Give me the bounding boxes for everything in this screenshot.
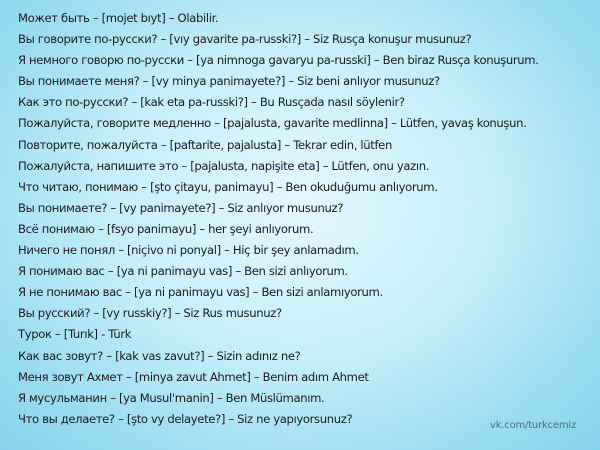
phrase-line: Меня зовут Ахмет – [minya zavut Ahmet] – Benim adım Ahmet [18, 369, 369, 384]
phrase-line: Вы понимаете? – [vy panimayete?] – Siz anlıyor musunuz? [18, 200, 344, 215]
phrase-line: Всё понимаю – [fsyo panimayu] – her şeyi anlıyorum. [18, 221, 314, 236]
phrase-line: Пожалуйста, говорите медленно – [pajalusta, gavarite medlinna] – Lütfen, yavaş konuşun. [18, 116, 527, 131]
phrase-line: Что вы делаете? – [şto vy delayete?] – Siz ne yapıyorsunuz? [18, 411, 353, 426]
phrase-line: Повторите, пожалуйста – [paftarite, pajalusta] – Tekrar edin, lütfen [18, 137, 392, 152]
phrase-line: Я не понимаю вас – [ya ni panimayu vas] – Ben sizi anlamıyorum. [18, 285, 383, 300]
phrase-line: Может быть – [mojet bıyt] – Olabilir. [18, 11, 219, 25]
phrase-line: Вы понимаете меня? – [vy minya panimayete?] – Siz beni anlıyor musunuz? [18, 74, 440, 89]
phrase-line: Как вас зовут? – [kak vas zavut?] – Sizin adınız ne? [18, 348, 301, 363]
phrase-line: Я понимаю вас – [ya ni panimayu vas] – Ben sizi anlıyorum. [18, 264, 348, 279]
phrase-line: Я немного говорю по-русски – [ya nimnoga gavaryu pa-russki] – Ben biraz Rusça konuşurum. [18, 53, 539, 68]
phrase-line: Как это по-русски? – [kak eta pa-russki?] – Bu Rusçada nasıl söylenir? [18, 95, 405, 110]
phrase-line: Вы русский? – [vy russkiy?] – Siz Rus musunuz? [18, 306, 282, 321]
phrase-line: Ничего не понял – [niçivo ni ponyal] – Hiç bir şey anlamadım. [18, 243, 359, 258]
phrase-line: Турок – [Turık] - Türk [18, 327, 132, 342]
phrase-list [18, 8, 594, 430]
phrase-line: Я мусульманин – [ya Musul'manin] – Ben Müslümanım. [18, 390, 325, 405]
phrase-line: Что читаю, понимаю – [şto çitayu, panimayu] – Ben okuduğumu anlıyorum. [18, 179, 438, 194]
watermark: vk.com/turkcemiz [490, 420, 576, 431]
phrase-line: Пожалуйста, напишите это – [pajalusta, napişite eta] – Lütfen, onu yazın. [18, 158, 430, 173]
phrase-line: Вы говорите по-русски? – [vıy gavarite pa-russki?] – Siz Rusça konuşur musunuz? [18, 32, 472, 47]
